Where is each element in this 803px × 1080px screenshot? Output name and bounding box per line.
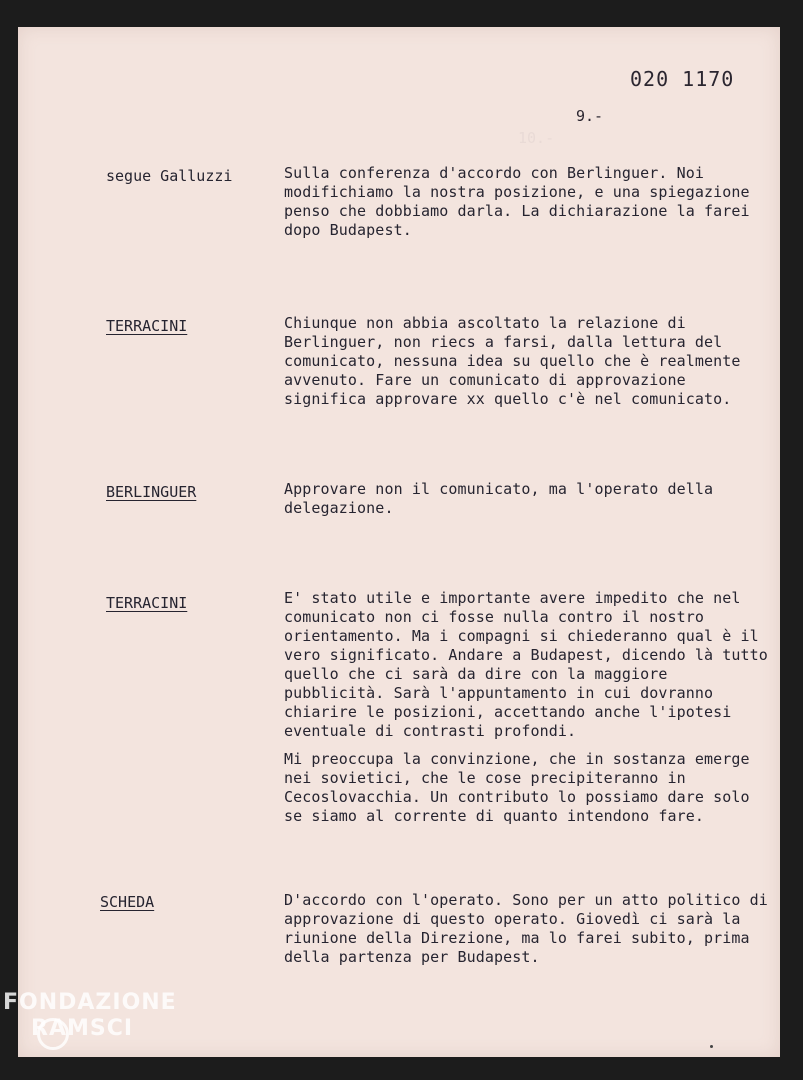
speech-block <box>284 891 774 967</box>
document-page <box>18 27 780 1057</box>
speech-paragraph: Sulla conferenza d'accordo con Berlinguer. Noi modifichiamo la nostra posizione, e una spiegazione penso che dobbiamo darla. La dichiarazione la farei dopo Budapest. <box>284 164 750 239</box>
speaker-label: segue Galluzzi <box>106 167 233 185</box>
speaker-label: SCHEDA <box>100 893 155 911</box>
speech-block <box>284 164 774 240</box>
fondazione-gramsci-logo <box>3 990 177 1042</box>
ink-dot <box>710 1045 713 1048</box>
speech-block <box>284 480 774 518</box>
speech-paragraph: Approvare non il comunicato, ma l'operato della delegazione. <box>284 480 714 517</box>
logo-line-1: FONDAZIONE <box>3 990 177 1015</box>
speech-block <box>284 314 774 409</box>
speech-paragraph: Mi preoccupa la convinzione, che in sostanza emerge nei sovietici, che le cose precipiteranno in Cecoslovacchia. Un contributo lo possiamo dare solo se siamo al corrente di quanto intendono fare. <box>284 750 750 825</box>
speaker-label: BERLINGUER <box>106 483 197 501</box>
document-id: 020 1170 <box>630 67 735 91</box>
page-number: 9.- <box>576 107 604 125</box>
speaker-label: TERRACINI <box>106 317 188 335</box>
bleed-through: 10.- <box>518 129 555 147</box>
logo-line-2: RAMSCI <box>31 1016 134 1041</box>
speech-paragraph: E' stato utile e importante avere impedito che nel comunicato non ci fosse nulla contro il nostro orientamento. Ma i compagni si chiederanno qual è il vero significato. Andare a Budapest, dicendo là tutto quello che ci sarà da dire con la maggiore pubblicità. Sarà l'appuntamento in cui dovranno chiarire le posizioni, accettando anche l'ipotesi eventuale di contrasti profondi. <box>284 589 768 740</box>
g-logo-icon <box>37 1018 69 1050</box>
speech-paragraph: D'accordo con l'operato. Sono per un atto politico di approvazione di questo operato. Giovedì ci sarà la riunione della Direzione, ma lo farei subito, prima della partenza per Budapest. <box>284 891 768 966</box>
speaker-label: TERRACINI <box>106 594 188 612</box>
speech-paragraph: Chiunque non abbia ascoltato la relazione di Berlinguer, non riecs a farsi, dalla lettura del comunicato, nessuna idea su quello che è realmente avvenuto. Fare un comunicato di approvazione significa approvare xx quello c'è nel comunicato. <box>284 314 741 408</box>
speech-block <box>284 589 774 826</box>
